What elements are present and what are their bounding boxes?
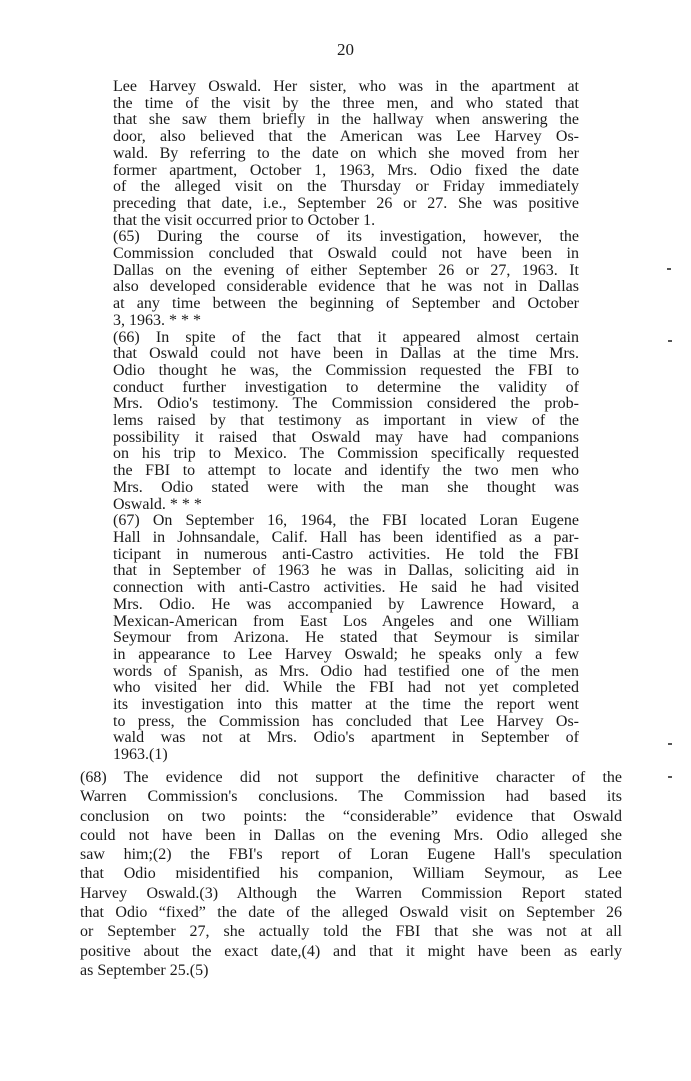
paragraph-68	[80, 768, 622, 980]
text-line: also developed considerable evidence that he was not in Dallas	[113, 278, 579, 296]
text-line: the time of the visit by the three men, and who stated that	[113, 94, 579, 112]
text-line: that the visit occurred prior to October 1.	[113, 211, 376, 229]
text-line: Mrs. Odio. He was accompanied by Lawrence Howard, a	[113, 595, 579, 613]
text-line: to press, the Commission has concluded that Lee Harvey Os-	[113, 712, 579, 730]
text-line: Odio thought he was, the Commission requested the FBI to	[113, 361, 579, 379]
text-line: in appearance to Lee Harvey Oswald; he speaks only a few	[113, 645, 579, 663]
text-line: positive about the exact date,(4) and that it might have been as early	[80, 942, 622, 960]
text-line: preceding that date, i.e., September 26 or 27. She was positive	[113, 194, 579, 212]
text-line: of the alleged visit on the Thursday or Friday immediately	[113, 178, 579, 196]
text-line: at any time between the beginning of September and October	[113, 295, 579, 313]
text-line: who visited her did. While the FBI had not yet completed	[113, 679, 579, 697]
text-line: could not have been in Dallas on the evening Mrs. Odio alleged she	[80, 826, 622, 844]
text-line: that Oswald could not have been in Dallas at the time Mrs.	[113, 345, 579, 363]
text-line: door, also believed that the American was Lee Harvey Os-	[113, 128, 579, 146]
text-line: that Odio “fixed” the date of the alleged Oswald visit on September 26	[80, 904, 622, 922]
margin-mark	[668, 743, 672, 745]
text-line: (65) During the course of its investigation, however, the	[113, 228, 579, 246]
text-line: Oswald. * * *	[113, 495, 202, 513]
text-line: as September 25.(5)	[80, 961, 209, 979]
text-line: Mrs. Odio stated were with the man she thought was	[113, 478, 579, 496]
text-line: 3, 1963. * * *	[113, 311, 201, 329]
paragraph	[113, 79, 579, 229]
text-line: lems raised by that testimony as important in view of the	[113, 412, 579, 430]
text-line: 1963.(1)	[113, 746, 168, 764]
text-line: Dallas on the evening of either September 26 or 27, 1963. It	[113, 261, 579, 279]
text-line: (68) The evidence did not support the definitive character of the	[80, 769, 622, 786]
text-line: ticipant in numerous anti-Castro activities. He told the FBI	[113, 545, 579, 563]
text-line: Mexican-American from East Los Angeles and one William	[113, 612, 579, 630]
paragraph	[113, 229, 579, 329]
text-line: that in September of 1963 he was in Dallas, soliciting aid in	[113, 562, 579, 580]
text-line: that she saw them briefly in the hallway when answering the	[113, 111, 579, 129]
paragraph	[113, 330, 579, 514]
text-line: wald was not at Mrs. Odio's apartment in September of	[113, 729, 579, 747]
text-line: Hall in Johnsandale, Calif. Hall has been identified as a par-	[113, 528, 579, 546]
page-number: 20	[337, 40, 354, 59]
text-line: the FBI to attempt to locate and identify the two men who	[113, 462, 579, 480]
text-line: saw him;(2) the FBI's report of Loran Eugene Hall's speculation	[80, 846, 622, 864]
text-line: wald. By referring to the date on which she moved from her	[113, 144, 579, 162]
text-line: (67) On September 16, 1964, the FBI located Loran Eugene	[113, 512, 579, 530]
text-line: Lee Harvey Oswald. Her sister, who was in the apartment at	[113, 78, 579, 95]
text-line: (66) In spite of the fact that it appeared almost certain	[113, 328, 579, 346]
text-line: connection with anti-Castro activities. He said he had visited	[113, 579, 579, 597]
quoted-report-excerpt	[113, 79, 579, 764]
text-line: that Odio misidentified his companion, William Seymour, as Lee	[80, 865, 622, 883]
text-line: Harvey Oswald.(3) Although the Warren Commission Report stated	[80, 884, 622, 902]
text-line: former apartment, October 1, 1963, Mrs. Odio fixed the date	[113, 161, 579, 179]
text-line: Warren Commission's conclusions. The Commission had based its	[80, 788, 622, 806]
text-line: its investigation into this matter at the time the report went	[113, 696, 579, 714]
margin-mark	[668, 340, 672, 342]
text-line: words of Spanish, as Mrs. Odio had testified one of the men	[113, 662, 579, 680]
margin-mark	[667, 268, 671, 270]
text-line: conduct further investigation to determine the validity of	[113, 378, 579, 396]
text-line: Mrs. Odio's testimony. The Commission considered the prob-	[113, 395, 579, 413]
text-line: or September 27, she actually told the FBI that she was not at all	[80, 923, 622, 941]
margin-mark	[668, 776, 672, 778]
text-line: conclusion on two points: the “considerable” evidence that Oswald	[80, 807, 622, 825]
text-line: Seymour from Arizona. He stated that Seymour is similar	[113, 629, 579, 647]
text-line: possibility it raised that Oswald may have had companions	[113, 428, 579, 446]
paragraph	[113, 513, 579, 764]
text-line: on his trip to Mexico. The Commission specifically requested	[113, 445, 579, 463]
text-line: Commission concluded that Oswald could not have been in	[113, 245, 579, 263]
